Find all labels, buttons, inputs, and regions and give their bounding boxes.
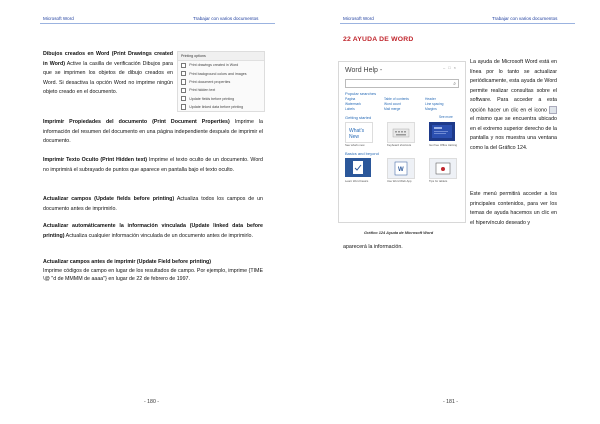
help-description-part-1: La ayuda de Microsoft Word está en línea por lo tanto se actualizar periódicamente, esta ayuda de Word permite realizar consultas sobre el software. Para acceder a esta opción hacer un clic en el icono — [470, 59, 557, 113]
basics-heading: Basics and beyond — [345, 151, 379, 156]
keyboard-icon — [388, 123, 414, 142]
checkbox-icon[interactable] — [181, 104, 186, 109]
minimize-icon[interactable]: – — [443, 65, 449, 70]
help-question-icon — [549, 106, 557, 114]
print-option-label: Print hidden text — [189, 88, 216, 93]
document-check-icon — [345, 158, 371, 177]
paragraph-drawings-body: Active la casilla de verificación Dibujos para que se imprimen los objetos de dibujo creados en Word. Si desactiva la opción Word no imprime ningún objeto creado en el documento. — [43, 60, 173, 96]
training-graphic — [429, 122, 455, 141]
paragraph-hidden-text-body: Imprime el texto oculto de un documento. Word no imprimirá el subrayado de puntos que aparece en pantalla bajo el texto oculto. — [43, 157, 263, 173]
popular-link[interactable]: Mail merge — [384, 107, 401, 111]
print-option-label: Print background colors and images — [189, 71, 247, 76]
left-page-number: - 180 - — [144, 399, 159, 405]
checkbox-icon[interactable] — [181, 63, 186, 68]
print-option-label: Update fields before printing — [189, 96, 235, 101]
print-option[interactable] — [178, 61, 264, 69]
word-basics-tile[interactable] — [345, 158, 371, 177]
popular-searches-heading: Popular searches — [345, 91, 377, 96]
print-option-label: Update linked data before printing — [189, 105, 244, 110]
help-result-text: aparecerá la información. — [343, 244, 403, 250]
whats-new-tile[interactable] — [345, 122, 373, 143]
popular-col-3 — [425, 97, 444, 112]
left-header-chapter: Trabajar con varios documentos — [193, 16, 259, 21]
word-help-window — [338, 61, 466, 223]
paragraph-linked-data-title: Actualizar automáticamente la información vinculada (Update linked data before printing) — [43, 223, 263, 239]
paragraph-hidden-text-title: Imprimir Texto Oculto (Print Hidden text) — [43, 157, 148, 163]
whats-new-graphic — [346, 123, 372, 142]
search-icon[interactable]: ⌕ — [453, 80, 456, 87]
checkbox-icon[interactable] — [181, 79, 186, 84]
help-description-part-2: el mismo que se encuentra ubicado en el extremo superior derecho de la pantalla y nos muestra una ventana como la del Gráfico 124. — [470, 116, 557, 151]
left-header-title: Microsoft Word — [43, 16, 74, 21]
tile-caption: Keyboard shortcuts — [387, 143, 412, 147]
help-window-title: Word Help - — [345, 67, 383, 74]
popular-col-1 — [345, 97, 361, 112]
popular-link[interactable]: Word count — [384, 102, 401, 106]
office-training-tile[interactable] — [429, 122, 455, 141]
tile-caption: Get free Office training — [429, 143, 458, 147]
popular-col-2 — [384, 97, 409, 112]
paragraph-linked-data-body: Actualiza cualquier información vinculada de un documento antes de imprimirlo. — [64, 232, 253, 239]
tile-caption: Tips for tablets — [429, 179, 448, 183]
tablet-tips-tile[interactable] — [429, 158, 457, 179]
print-option[interactable] — [178, 95, 264, 103]
print-option[interactable] — [178, 69, 264, 77]
right-header-rule — [340, 23, 575, 24]
print-option-label: Print drawings created in Word — [189, 63, 239, 68]
paragraph-linked-data — [43, 222, 263, 241]
getting-started-heading: Getting started — [345, 115, 372, 120]
left-header-rule — [40, 23, 275, 24]
popular-link[interactable]: Line spacing — [425, 102, 444, 106]
paragraph-field-codes-body: Imprime códigos de campo en lugar de los resultados de campo. Por ejemplo, imprime {TIME \@ "d de MMMM de aaaa"} en lugar de 22 de febrero de 1997. — [43, 267, 263, 283]
svg-text:W: W — [398, 167, 404, 173]
web-app-icon — [388, 159, 414, 178]
paragraph-hidden-text — [43, 156, 263, 175]
help-description — [470, 58, 557, 153]
paragraph-properties-body: Imprime la información del resumen del documento en una página independiente después de imprimir el documento. — [43, 119, 263, 145]
close-icon[interactable]: × — [453, 65, 459, 70]
popular-link[interactable]: Watermark — [345, 102, 361, 106]
print-option[interactable] — [178, 103, 264, 111]
tile-caption: See what's new — [345, 143, 365, 147]
right-header-title: Microsoft Word — [343, 16, 374, 21]
popular-link[interactable]: Margins — [425, 107, 437, 111]
popular-link[interactable]: Pagina — [345, 97, 356, 101]
help-menu-description: Este menú permitirá acceder a los principales contenidos, para ver los temas de ayuda hacemos un clic en el hipervínculo deseado y — [470, 191, 557, 226]
popular-link[interactable]: Labels — [345, 107, 355, 111]
checkbox-icon[interactable] — [181, 88, 186, 93]
checkbox-icon[interactable] — [181, 71, 186, 76]
paragraph-field-codes — [43, 258, 263, 284]
paragraph-properties-title: Imprimir Propiedades del documento (Print Document Properties) — [43, 119, 230, 125]
tile-caption: Learn Word basics — [345, 179, 369, 183]
paragraph-field-codes-title: Actualizar campos antes de imprimir (Update Field before printing) — [43, 259, 212, 265]
print-options-title: Printing options — [178, 52, 264, 61]
section-title: 22 AYUDA DE WORD — [343, 36, 414, 43]
keyboard-shortcuts-tile[interactable] — [387, 122, 415, 143]
checkbox-icon[interactable] — [181, 96, 186, 101]
tablet-icon — [430, 159, 456, 178]
see-more-link[interactable]: See more — [439, 115, 453, 119]
paragraph-update-fields-title: Actualizar campos (Update fields before printing) — [43, 196, 175, 202]
paragraph-update-fields — [43, 195, 263, 214]
help-search-input[interactable] — [345, 79, 459, 88]
popular-link[interactable]: Table of contents — [384, 97, 409, 101]
paragraph-properties — [43, 118, 263, 147]
window-controls — [443, 65, 459, 70]
right-header-chapter: Trabajar con varios documentos — [492, 16, 558, 21]
svg-text:New: New — [349, 134, 360, 140]
word-web-app-tile[interactable] — [387, 158, 415, 179]
print-option[interactable] — [178, 86, 264, 94]
svg-text:What's: What's — [349, 128, 365, 134]
figure-caption: Gráfico 124 Ayuda de Microsoft Word — [364, 230, 434, 235]
print-options-panel — [177, 51, 265, 112]
paragraph-update-fields-body: Actualiza todos los campos de un documento antes de imprimirlo. — [43, 196, 264, 212]
tile-caption: Use Word Web App — [387, 179, 412, 183]
popular-link[interactable]: Header — [425, 97, 436, 101]
right-page-number: - 181 - — [443, 399, 458, 405]
maximize-icon[interactable]: □ — [448, 65, 454, 70]
paragraph-drawings — [43, 50, 173, 98]
paragraph-drawings-title: Dibujos creados en Word (Print Drawings created in Word) — [43, 51, 173, 67]
print-option[interactable] — [178, 78, 264, 86]
print-option-label: Print document properties — [189, 79, 231, 84]
